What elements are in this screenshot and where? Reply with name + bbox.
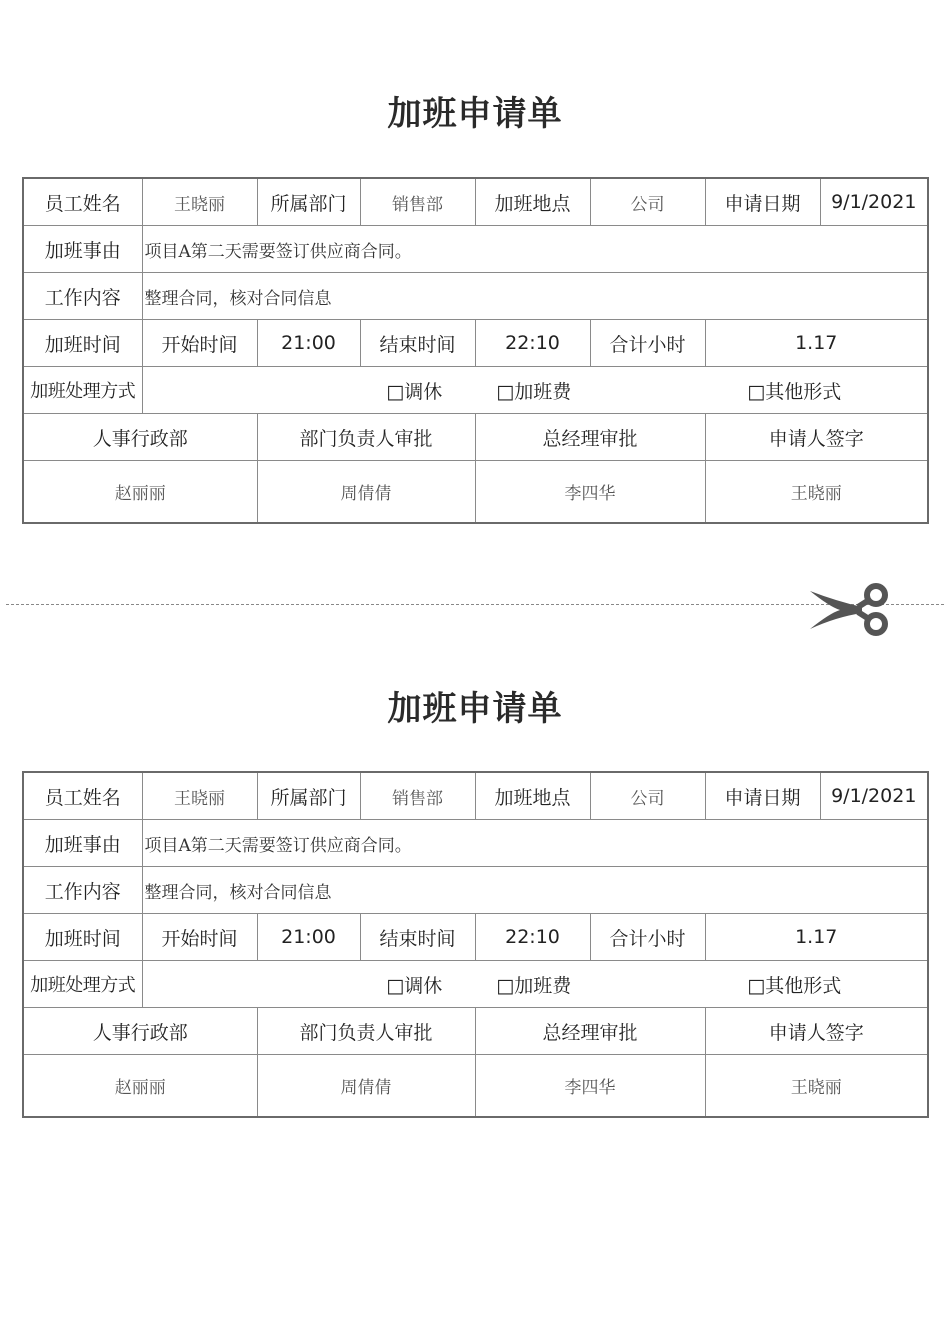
dept-head-signature[interactable]: 周倩倩 (257, 461, 475, 524)
location-value[interactable]: 公司 (590, 178, 705, 226)
start-time-label: 开始时间 (142, 320, 257, 367)
reason-value[interactable]: 项目A第二天需要签订供应商合同。 (142, 820, 928, 867)
overtime-time-label: 加班时间 (23, 320, 142, 367)
total-hours-label: 合计小时 (590, 320, 705, 367)
cut-line-divider (6, 604, 944, 605)
form-title: 加班申请单 (387, 689, 563, 729)
end-time-value[interactable]: 22:10 (475, 320, 590, 367)
work-content-label: 工作内容 (23, 867, 142, 914)
overtime-form-table (22, 771, 929, 1118)
apply-date-value[interactable]: 9/1/2021 (820, 772, 928, 820)
work-content-value[interactable]: 整理合同，核对合同信息 (142, 867, 928, 914)
end-time-value[interactable]: 22:10 (475, 914, 590, 961)
gm-signature[interactable]: 李四华 (475, 461, 705, 524)
work-content-value[interactable]: 整理合同，核对合同信息 (142, 273, 928, 320)
overtime-form-table (22, 177, 929, 524)
hr-admin-label: 人事行政部 (23, 1008, 257, 1055)
option-overtime-pay-checkbox[interactable]: □加班费 (496, 380, 572, 403)
start-time-value[interactable]: 21:00 (257, 914, 360, 961)
department-value[interactable]: 销售部 (360, 772, 475, 820)
option-comp-leave-checkbox[interactable]: □调休 (386, 974, 443, 997)
start-time-value[interactable]: 21:00 (257, 320, 360, 367)
start-time-label: 开始时间 (142, 914, 257, 961)
end-time-label: 结束时间 (360, 914, 475, 961)
department-value[interactable]: 销售部 (360, 178, 475, 226)
apply-date-value[interactable]: 9/1/2021 (820, 178, 928, 226)
department-label: 所属部门 (257, 178, 360, 226)
gm-approval-label: 总经理审批 (475, 1008, 705, 1055)
employee-name-value[interactable]: 王晓丽 (142, 178, 257, 226)
gm-signature[interactable]: 李四华 (475, 1055, 705, 1118)
total-hours-value[interactable]: 1.17 (705, 914, 928, 961)
location-value[interactable]: 公司 (590, 772, 705, 820)
handling-options (142, 961, 928, 1008)
gm-approval-label: 总经理审批 (475, 414, 705, 461)
total-hours-value[interactable]: 1.17 (705, 320, 928, 367)
total-hours-label: 合计小时 (590, 914, 705, 961)
applicant-signature-label: 申请人签字 (705, 1008, 928, 1055)
applicant-signature-label: 申请人签字 (705, 414, 928, 461)
hr-admin-signature[interactable]: 赵丽丽 (23, 461, 257, 524)
dept-head-approval-label: 部门负责人审批 (257, 414, 475, 461)
option-comp-leave-checkbox[interactable]: □调休 (386, 380, 443, 403)
apply-date-label: 申请日期 (705, 772, 820, 820)
handling-method-label: 加班处理方式 (23, 367, 142, 414)
applicant-signature[interactable]: 王晓丽 (705, 1055, 928, 1118)
location-label: 加班地点 (475, 178, 590, 226)
option-other-checkbox[interactable]: □其他形式 (747, 974, 842, 997)
dept-head-signature[interactable]: 周倩倩 (257, 1055, 475, 1118)
overtime-time-label: 加班时间 (23, 914, 142, 961)
employee-name-label: 员工姓名 (23, 178, 142, 226)
scissors-icon (806, 577, 894, 641)
reason-label: 加班事由 (23, 226, 142, 273)
option-other-checkbox[interactable]: □其他形式 (747, 380, 842, 403)
handling-options (142, 367, 928, 414)
applicant-signature[interactable]: 王晓丽 (705, 461, 928, 524)
dept-head-approval-label: 部门负责人审批 (257, 1008, 475, 1055)
hr-admin-signature[interactable]: 赵丽丽 (23, 1055, 257, 1118)
end-time-label: 结束时间 (360, 320, 475, 367)
option-overtime-pay-checkbox[interactable]: □加班费 (496, 974, 572, 997)
handling-method-label: 加班处理方式 (23, 961, 142, 1008)
hr-admin-label: 人事行政部 (23, 414, 257, 461)
work-content-label: 工作内容 (23, 273, 142, 320)
employee-name-label: 员工姓名 (23, 772, 142, 820)
employee-name-value[interactable]: 王晓丽 (142, 772, 257, 820)
apply-date-label: 申请日期 (705, 178, 820, 226)
reason-label: 加班事由 (23, 820, 142, 867)
location-label: 加班地点 (475, 772, 590, 820)
reason-value[interactable]: 项目A第二天需要签订供应商合同。 (142, 226, 928, 273)
form-title: 加班申请单 (387, 94, 563, 134)
department-label: 所属部门 (257, 772, 360, 820)
